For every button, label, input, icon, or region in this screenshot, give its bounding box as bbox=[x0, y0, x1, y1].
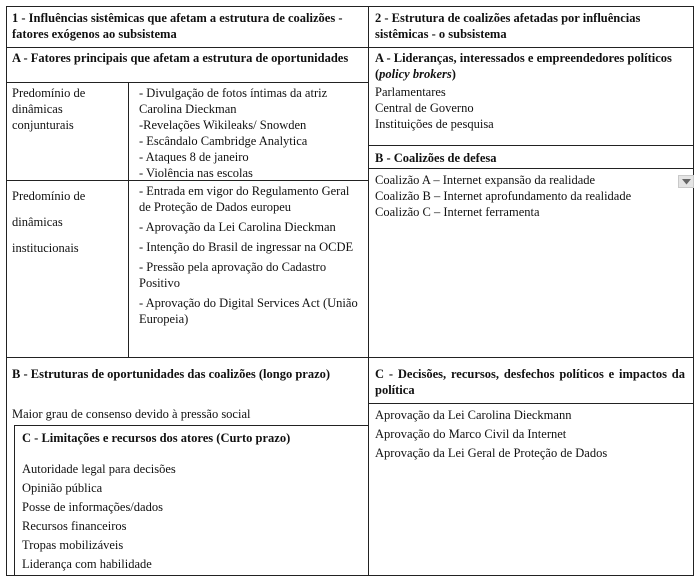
list-item: Aprovação da Lei Carolina Dieckmann bbox=[375, 408, 572, 422]
right-section-c-title: C - Decisões, recursos, desfechos políticos e impactos da política bbox=[375, 367, 685, 397]
list-item: - Escândalo Cambridge Analytica bbox=[139, 134, 308, 148]
right-section-a-title bbox=[375, 50, 687, 82]
border-left bbox=[6, 6, 7, 576]
list-item: Opinião pública bbox=[22, 481, 103, 495]
list-item: Instituições de pesquisa bbox=[375, 117, 494, 131]
list-item: - Intenção do Brasil de ingressar na OCDE bbox=[139, 240, 354, 254]
right-header: 2 - Estrutura de coalizões afetadas por influências sistêmicas - o subsistema bbox=[375, 11, 641, 41]
list-item: - Divulgação de fotos íntimas da atriz Carolina Dieckman bbox=[139, 86, 328, 116]
left-section-b-text: Maior grau de consenso devido à pressão social bbox=[12, 407, 251, 421]
right-section-b-divider bbox=[368, 145, 694, 146]
list-item: - Aprovação da Lei Carolina Dieckman bbox=[139, 220, 336, 234]
left-section-c-title: C - Limitações e recursos dos atores (Curto prazo) bbox=[22, 431, 291, 445]
label-column-divider bbox=[128, 82, 129, 358]
list-item: - Pressão pela aprovação do Cadastro Positivo bbox=[139, 260, 327, 290]
list-item: - Ataques 8 de janeiro bbox=[139, 150, 249, 164]
left-section-b-divider bbox=[6, 357, 368, 358]
right-section-a-title-main: A - Lideranças, interessados e empreendedores políticos ( bbox=[375, 51, 672, 81]
list-item: Aprovação da Lei Geral de Proteção de Dados bbox=[375, 446, 608, 460]
list-item: - Violência nas escolas bbox=[139, 166, 253, 180]
right-section-a-title-end: ) bbox=[451, 67, 456, 81]
list-item: -Revelações Wikileaks/ Snowden bbox=[139, 118, 307, 132]
list-item: Coalizão B – Internet aprofundamento da realidade bbox=[375, 189, 632, 203]
left-section-c-inner-edge bbox=[14, 425, 15, 576]
list-item: Parlamentares bbox=[375, 85, 446, 99]
right-header-divider bbox=[368, 47, 694, 48]
right-section-c-divider bbox=[368, 357, 694, 358]
right-section-c-title-bottom bbox=[368, 403, 694, 404]
row-label-line: conjunturais bbox=[12, 118, 74, 132]
right-section-b-title: B - Coalizões de defesa bbox=[375, 151, 497, 165]
row-label-conjunturais bbox=[12, 85, 124, 133]
list-item: Tropas mobilizáveis bbox=[22, 538, 124, 552]
row-label-institucionais bbox=[12, 183, 124, 261]
row-label-line: Predomínio de bbox=[12, 189, 86, 203]
row-label-line: dinâmicas bbox=[12, 102, 63, 116]
list-item: Autoridade legal para decisões bbox=[22, 462, 176, 476]
left-subheader-divider bbox=[6, 82, 368, 83]
row-items-conjunturais bbox=[139, 85, 363, 181]
left-header-divider bbox=[6, 47, 368, 48]
list-item: Recursos financeiros bbox=[22, 519, 127, 533]
chevron-down-icon bbox=[682, 179, 691, 185]
right-section-a-list bbox=[375, 84, 687, 132]
row-label-line: dinâmicas bbox=[12, 215, 63, 229]
list-item: Coalizão A – Internet expansão da realidade bbox=[375, 173, 596, 187]
border-right bbox=[693, 6, 694, 576]
list-item: - Entrada em vigor do Regulamento Geral de Proteção de Dados europeu bbox=[139, 184, 350, 214]
left-section-b-title: B - Estruturas de oportunidades das coalizões (longo prazo) bbox=[12, 367, 331, 381]
right-section-a-title-italic: policy brokers bbox=[379, 67, 452, 81]
list-item: Central de Governo bbox=[375, 101, 474, 115]
border-top bbox=[6, 6, 694, 7]
left-section-a-title: A - Fatores principais que afetam a estrutura de oportunidades bbox=[12, 51, 349, 65]
center-divider bbox=[368, 6, 369, 576]
row-items-institucionais bbox=[139, 183, 363, 327]
dropdown-arrow-icon[interactable] bbox=[678, 175, 694, 188]
row-label-line: institucionais bbox=[12, 241, 79, 255]
row-label-line: Predomínio de bbox=[12, 86, 86, 100]
left-section-c-list bbox=[22, 461, 362, 572]
list-item: Liderança com habilidade bbox=[22, 557, 152, 571]
border-bottom bbox=[6, 575, 694, 576]
right-section-b-bottom bbox=[368, 168, 694, 169]
left-header: 1 - Influências sistêmicas que afetam a estrutura de coalizões - fatores exógenos ao subsistema bbox=[12, 11, 343, 41]
list-item: Aprovação do Marco Civil da Internet bbox=[375, 427, 567, 441]
right-section-c-list bbox=[375, 407, 687, 461]
list-item: Coalizão C – Internet ferramenta bbox=[375, 205, 540, 219]
left-section-c-divider bbox=[14, 425, 368, 426]
list-item: - Aprovação do Digital Services Act (União Europeia) bbox=[139, 296, 358, 326]
right-section-b-list bbox=[375, 172, 675, 220]
list-item: Posse de informações/dados bbox=[22, 500, 163, 514]
